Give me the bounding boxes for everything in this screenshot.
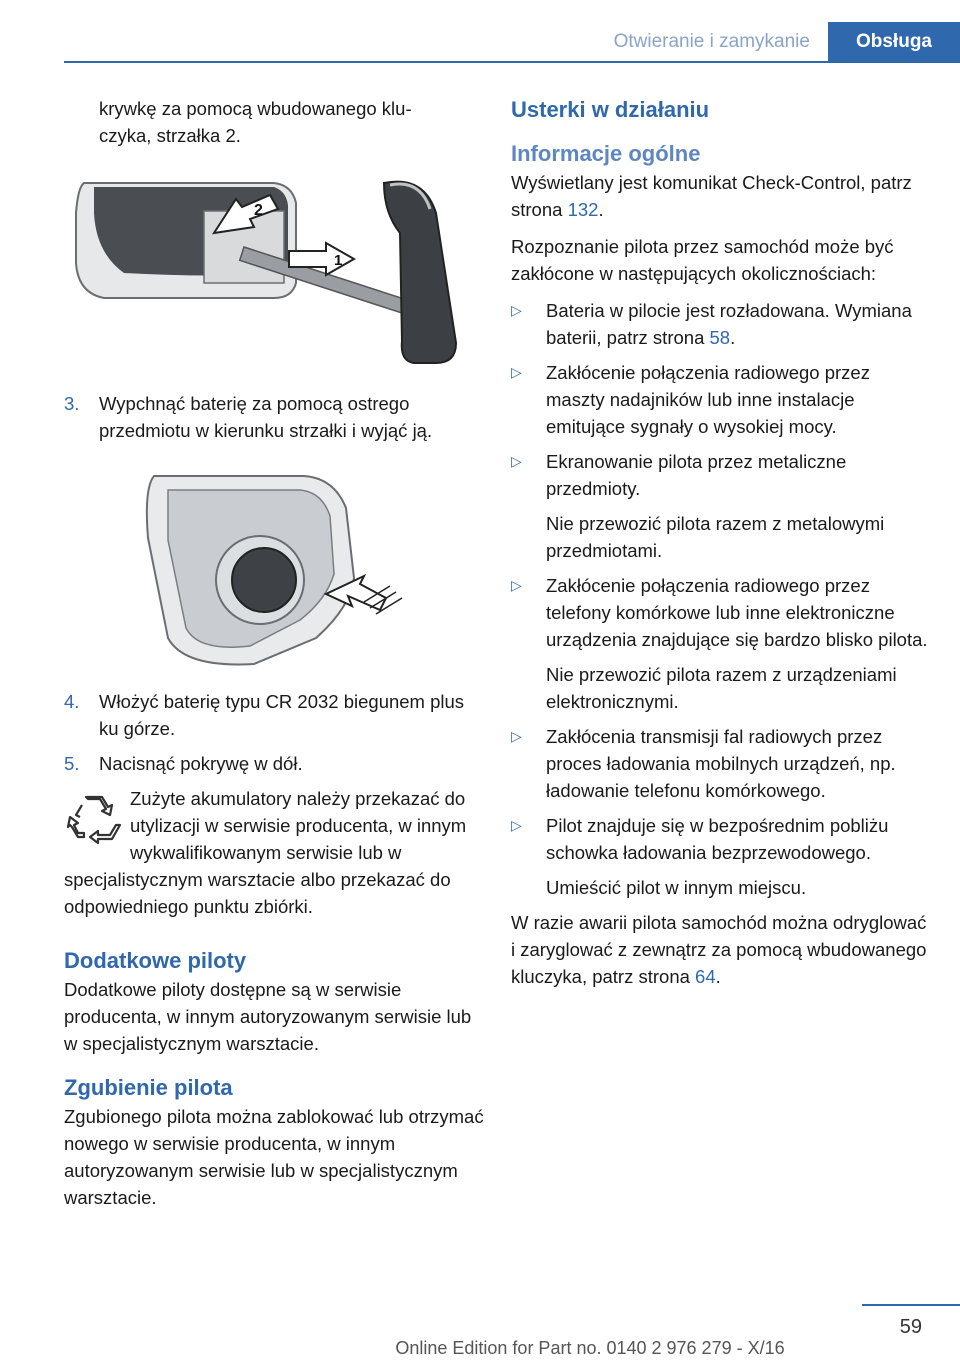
triangle-right-icon: ▷ [511,364,522,380]
list-item [511,448,931,564]
page-link-58[interactable]: 58 [709,327,731,348]
triangle-right-icon: ▷ [511,577,522,593]
step-4 [64,688,484,742]
extra-remotes-text: Dodatkowe piloty dostępne są w serwisie producenta, w innym autoryzowanym serwisie lub w specjalistycznym warsztacie. [64,979,472,1054]
triangle-right-icon: ▷ [511,453,522,469]
chapter-tab[interactable]: Obsługa [828,22,960,62]
malfunction-heading: Usterki w działaniu [511,97,710,122]
triangle-right-icon: ▷ [511,728,522,744]
left-column [64,95,484,1221]
key-blade-figure [64,173,484,378]
interference-list [511,297,931,901]
battery-figure [64,468,484,668]
list-item-text: Ekranowanie pilota przez metaliczne przedmioty. [546,451,847,499]
section-title[interactable]: Otwieranie i zamykanie [613,31,810,52]
step-text: Nacisnąć pokrywę w dół. [99,753,303,774]
check-control-text: Wyświetlany jest komunikat Check-Control, patrz strona 132. [511,172,912,220]
list-item-note: Nie przewozić pilota razem z metalowymi przedmiotami. [546,513,885,561]
triangle-right-icon: ▷ [511,302,522,318]
list-item-body: Bateria w pilocie jest rozładowana. Wymiana baterii, patrz strona 58. [546,300,912,348]
step-number: 4. [64,691,80,712]
list-item-body [546,448,931,564]
step-text: Włożyć baterię typu CR 2032 biegunem plus ku górze. [99,691,465,739]
list-item-text: Pilot znajduje się w bezpośrednim pobliżu schowka ładowania bezprzewodowego. [546,815,889,863]
intro-line-1: krywkę za pomocą wbudowanego klu- [99,98,412,119]
list-item-body [546,572,931,715]
right-column [511,95,931,1000]
interference-intro: Rozpoznanie pilota przez samochód może być zakłócone w następujących okolicznościach: [511,236,894,284]
list-item [511,723,931,804]
list-item-text: Zakłócenia transmisji fal radiowych przez proces ładowania mobilnych urządzeń, np. ładowanie telefonu komórkowego. [546,726,896,801]
triangle-right-icon: ▷ [511,817,522,833]
intro-text [64,95,484,149]
step-5 [64,750,484,777]
list-item-body [546,359,931,440]
lost-remote-text: Zgubionego pilota można zablokować lub otrzymać nowego w serwisie producenta, w innym autoryzowanym serwisie lub w specjalistycznym warsztacie. [64,1106,484,1208]
general-info-heading: Informacje ogólne [511,141,701,166]
list-item-note: Umieścić pilot w innym miejscu. [546,877,807,898]
recycle-note [64,785,484,920]
list-item-note: Nie przewozić pilota razem z urządzeniami elektronicznymi. [546,664,897,712]
intro-line-2: czyka, strzałka 2. [99,125,241,146]
fig1-label-1: 1 [334,252,343,269]
recycle-note-text: Zużyte akumulatory należy przekazać do utylizacji w serwisie producenta, w innym wykwalifikowanym serwisie lub w specjalistycznym warsztacie albo przekazać do odpowiedniego punktu zbiórki. [64,788,467,917]
footer-rule [862,1304,960,1306]
page-link-64[interactable]: 64 [695,966,716,987]
extra-remotes-heading: Dodatkowe piloty [64,948,247,973]
recycle-icon [64,789,124,849]
list-item [511,812,931,901]
list-item-body [546,812,931,901]
edition-note: Online Edition for Part no. 0140 2 976 279 - X/16 [395,1338,785,1358]
list-item-text: Bateria w pilocie jest rozładowana. Wymiana baterii, patrz strona [546,300,912,348]
step-text: Wypchnąć baterię za pomocą ostrego przedmiotu w kierunku strzałki i wyjąć ją. [99,393,433,441]
page-link-132[interactable]: 132 [567,199,599,220]
header-tabs [596,22,960,62]
lost-remote-heading: Zgubienie pilota [64,1075,233,1100]
step-3 [64,390,484,444]
list-item [511,572,931,715]
list-item [511,359,931,440]
step-number: 5. [64,753,80,774]
step-number: 3. [64,393,80,414]
list-item-text: Zakłócenie połączenia radiowego przez maszty nadajników lub inne instalacje emitujące sygnały o wysokiej mocy. [546,362,870,437]
header-rule [64,61,960,63]
list-item-body [546,723,931,804]
list-item-text: Zakłócenie połączenia radiowego przez telefony komórkowe lub inne elektroniczne urządzenia znajdujące się bardzo blisko pilota. [546,575,928,650]
list-item [511,297,931,351]
page-number: 59 [899,1316,922,1338]
emergency-text: W razie awarii pilota samochód można odryglować i zaryglować z zewnątrz za pomocą wbudowanego kluczyka, patrz strona 64. [511,912,927,987]
fig1-label-2: 2 [254,202,263,219]
